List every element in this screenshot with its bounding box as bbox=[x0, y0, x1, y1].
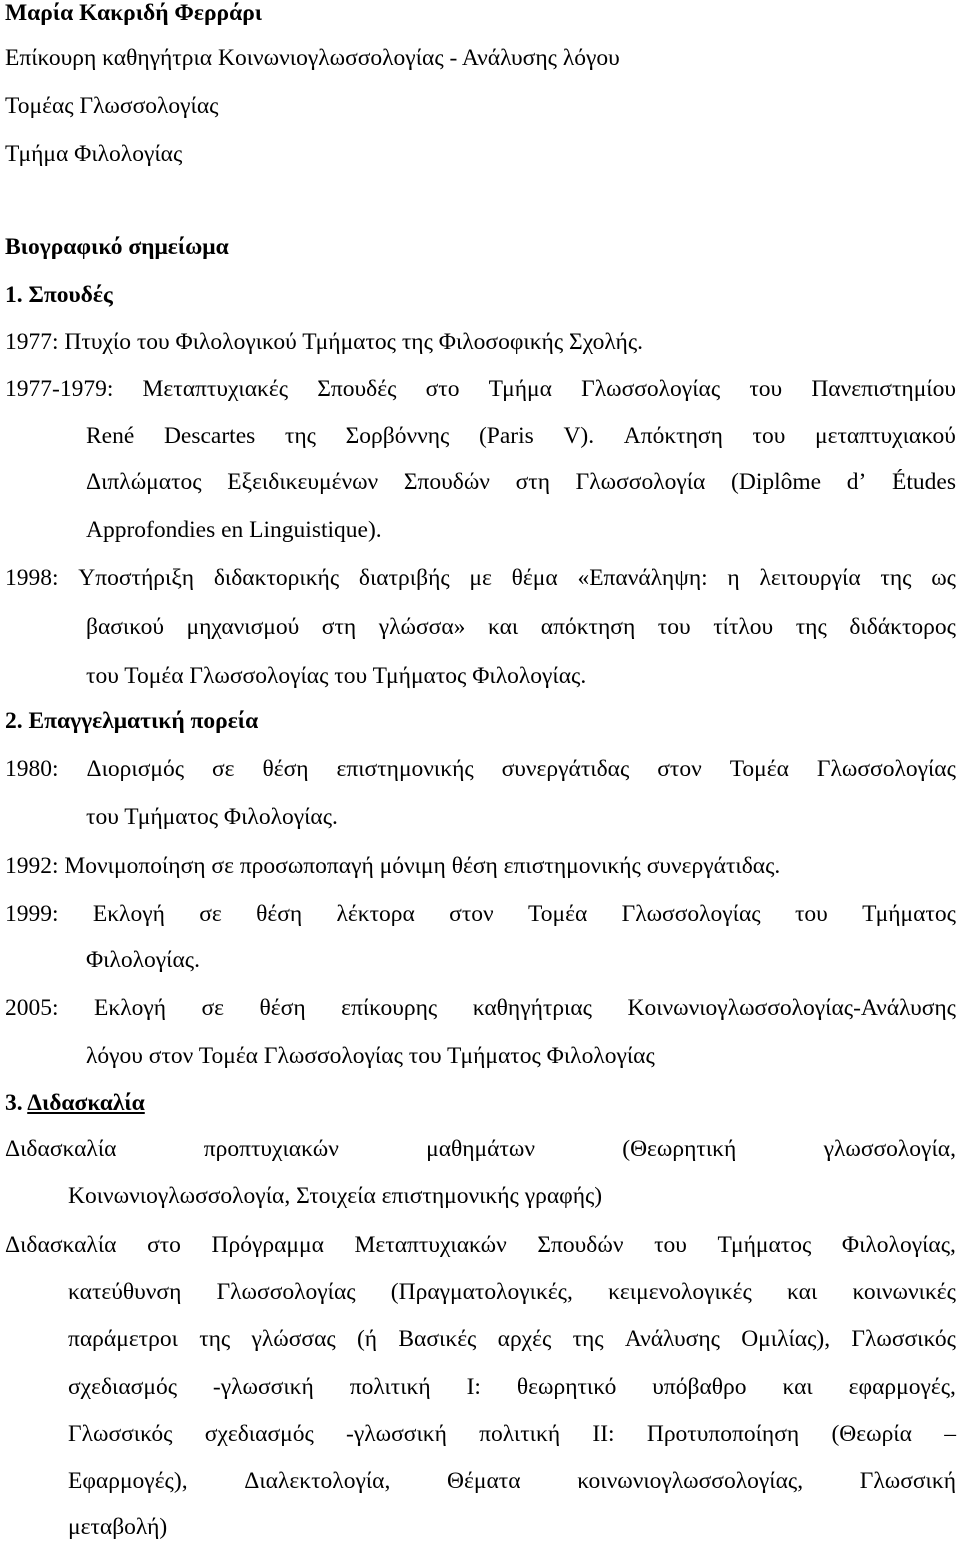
career-heading: 2. Επαγγελματική πορεία bbox=[5, 708, 259, 734]
word: παράμετροι bbox=[68, 1326, 178, 1352]
teaching-postgrad-line5 bbox=[68, 1418, 956, 1450]
word: στον bbox=[449, 901, 494, 927]
word: μηχανισμού bbox=[186, 614, 300, 640]
studies-entry-1977-1979-line3 bbox=[86, 466, 956, 498]
word: Θέματα bbox=[447, 1468, 521, 1494]
word: Προτυποποίηση bbox=[646, 1421, 800, 1447]
studies-entry-1977-1979-line2 bbox=[86, 420, 956, 452]
career-entry-1992: 1992: Μονιμοποίηση σε προσωποπαγή μόνιμη θέση επιστημονικής συνεργάτιδας. bbox=[5, 853, 781, 879]
word: και bbox=[487, 614, 519, 640]
word: της bbox=[880, 565, 912, 591]
word: στον bbox=[657, 756, 702, 782]
word: στη bbox=[515, 469, 551, 495]
word: του bbox=[752, 423, 786, 449]
word: Τομέα bbox=[528, 901, 588, 927]
teaching-undergrad-line2: Κοινωνιογλωσσολογία, Στοιχεία επιστημονικής γραφής) bbox=[68, 1183, 603, 1209]
word: σε bbox=[199, 901, 222, 927]
career-entry-2005-line1 bbox=[5, 992, 956, 1024]
word: λειτουργία bbox=[759, 565, 861, 591]
word: μεταπτυχιακού bbox=[815, 423, 956, 449]
teaching-heading-number: 3. bbox=[5, 1090, 28, 1116]
word: Ανάλυσης bbox=[624, 1326, 720, 1352]
word: γλώσσας bbox=[251, 1326, 336, 1352]
word: βασικού bbox=[86, 614, 164, 640]
word: του bbox=[654, 1232, 687, 1258]
word: διδάκτορος bbox=[849, 614, 956, 640]
word: και bbox=[782, 1374, 813, 1400]
word: στο bbox=[425, 376, 460, 402]
word: σε bbox=[211, 756, 235, 782]
teaching-postgrad-line1 bbox=[5, 1229, 956, 1261]
word: Γλωσσολογίας bbox=[216, 1279, 356, 1305]
word: Τομέα bbox=[729, 756, 789, 782]
word: Διδασκαλία bbox=[5, 1136, 117, 1162]
word: Γλωσσική bbox=[859, 1468, 956, 1494]
teaching-postgrad-line4 bbox=[68, 1371, 956, 1403]
word: (Diplôme bbox=[731, 469, 822, 495]
word: 1998: bbox=[5, 565, 59, 591]
word: «Επανάληψη: bbox=[577, 565, 708, 591]
word: θέση bbox=[256, 901, 303, 927]
teaching-heading bbox=[5, 1087, 145, 1119]
word: κατεύθυνση bbox=[68, 1279, 182, 1305]
word: Εξειδικευμένων bbox=[227, 469, 379, 495]
word: Γλωσσικός bbox=[68, 1421, 173, 1447]
word: Πανεπιστημίου bbox=[811, 376, 956, 402]
word: -γλωσσική bbox=[212, 1374, 314, 1400]
word: σε bbox=[201, 995, 225, 1021]
word: V). bbox=[563, 423, 595, 449]
word: θεωρητικό bbox=[516, 1374, 617, 1400]
word: ως bbox=[931, 565, 956, 591]
word: προπτυχιακών bbox=[203, 1136, 339, 1162]
word: Γλωσσολογίας bbox=[816, 756, 956, 782]
word: 1977-1979: bbox=[5, 376, 114, 402]
word: Εφαρμογές), bbox=[68, 1468, 188, 1494]
word: Διδασκαλία bbox=[5, 1232, 117, 1258]
word: Σπουδών bbox=[403, 469, 490, 495]
word: Μεταπτυχιακές bbox=[142, 376, 289, 402]
word: Σπουδές bbox=[317, 376, 397, 402]
word: της bbox=[795, 614, 827, 640]
teaching-heading-text: Διδασκαλία bbox=[27, 1090, 145, 1116]
word: η bbox=[727, 565, 740, 591]
word: πολιτική bbox=[479, 1421, 561, 1447]
word: Γλωσσικός bbox=[851, 1326, 956, 1352]
author-name: Μαρία Κακριδή Φερράρι bbox=[5, 0, 263, 26]
word: Βασικές bbox=[398, 1326, 477, 1352]
studies-heading: 1. Σπουδές bbox=[5, 282, 113, 308]
word: και bbox=[787, 1279, 818, 1305]
word: επίκουρης bbox=[341, 995, 438, 1021]
word: (Paris bbox=[478, 423, 534, 449]
teaching-postgrad-line2 bbox=[68, 1276, 956, 1308]
author-sector: Τομέας Γλωσσολογίας bbox=[5, 93, 219, 119]
word: Διορισμός bbox=[86, 756, 185, 782]
word: του bbox=[794, 901, 828, 927]
word: με bbox=[469, 565, 492, 591]
teaching-undergrad-line1 bbox=[5, 1133, 956, 1165]
career-entry-2005-line2: λόγου στον Τομέα Γλωσσολογίας του Τμήματος Φιλολογίας bbox=[86, 1043, 655, 1069]
word: κοινωνιογλωσσολογίας, bbox=[577, 1468, 804, 1494]
studies-entry-1977-1979-line4: Approfondies en Linguistique). bbox=[86, 517, 382, 543]
word: κειμενολογικές bbox=[608, 1279, 752, 1305]
career-entry-1999-line2: Φιλολογίας. bbox=[86, 947, 200, 973]
word: επιστημονικής bbox=[336, 756, 474, 782]
word: (Πραγματολογικές, bbox=[390, 1279, 573, 1305]
word: θέση bbox=[259, 995, 306, 1021]
word: σχεδιασμός bbox=[68, 1374, 177, 1400]
word: (Θεωρία bbox=[831, 1421, 912, 1447]
word: κοινωνικές bbox=[852, 1279, 956, 1305]
word: 1999: bbox=[5, 901, 59, 927]
career-entry-1980-line1 bbox=[5, 753, 956, 785]
word: Μεταπτυχιακών bbox=[354, 1232, 507, 1258]
word: γλώσσα» bbox=[378, 614, 466, 640]
word: λέκτορα bbox=[336, 901, 415, 927]
word: Descartes bbox=[163, 423, 256, 449]
word: γλωσσολογία, bbox=[823, 1136, 956, 1162]
studies-entry-1998-line2 bbox=[86, 611, 956, 643]
word: Γλωσσολογίας bbox=[621, 901, 761, 927]
word: Κοινωνιογλωσσολογίας-Ανάλυσης bbox=[627, 995, 956, 1021]
word: σχεδιασμός bbox=[204, 1421, 314, 1447]
teaching-postgrad-line3 bbox=[68, 1323, 956, 1355]
author-position: Επίκουρη καθηγήτρια Κοινωνιογλωσσολογίας - Ανάλυσης λόγου bbox=[5, 45, 620, 71]
word: Υποστήριξη bbox=[78, 565, 195, 591]
word: θέση bbox=[262, 756, 309, 782]
studies-entry-1998-line3: του Τομέα Γλωσσολογίας του Τμήματος Φιλολογίας. bbox=[86, 663, 587, 689]
word: Διπλώματος bbox=[86, 469, 202, 495]
word: (ή bbox=[356, 1326, 378, 1352]
word: απόκτηση bbox=[540, 614, 636, 640]
word: της bbox=[284, 423, 316, 449]
word: Σπουδών bbox=[537, 1232, 624, 1258]
word: θέμα bbox=[511, 565, 558, 591]
word: τίτλου bbox=[713, 614, 774, 640]
word: συνεργάτιδας bbox=[501, 756, 630, 782]
word: Διαλεκτολογία, bbox=[244, 1468, 391, 1494]
word: υπόβαθρο bbox=[652, 1374, 747, 1400]
word: – bbox=[944, 1421, 956, 1447]
word: διδακτορικής bbox=[213, 565, 340, 591]
word: Ι: bbox=[466, 1374, 481, 1400]
word: Τμήματος bbox=[862, 901, 956, 927]
word: d’ bbox=[846, 469, 867, 495]
word: 1980: bbox=[5, 756, 59, 782]
word: Γλωσσολογία bbox=[575, 469, 706, 495]
word: ΙΙ: bbox=[592, 1421, 615, 1447]
word: στη bbox=[321, 614, 357, 640]
teaching-postgrad-line7: μεταβολή) bbox=[68, 1514, 168, 1540]
word: πολιτική bbox=[349, 1374, 431, 1400]
word: 2005: bbox=[5, 995, 59, 1021]
career-entry-1980-line2: του Τμήματος Φιλολογίας. bbox=[86, 804, 338, 830]
word: René bbox=[86, 423, 135, 449]
career-entry-1999-line1 bbox=[5, 898, 956, 930]
word: καθηγήτριας bbox=[472, 995, 592, 1021]
word: Εκλογή bbox=[94, 995, 167, 1021]
word: Φιλολογίας, bbox=[841, 1232, 956, 1258]
word: Απόκτηση bbox=[623, 423, 723, 449]
cv-title: Βιογραφικό σημείωμα bbox=[5, 234, 229, 260]
word: Πρόγραμμα bbox=[211, 1232, 324, 1258]
teaching-postgrad-line6 bbox=[68, 1465, 956, 1497]
word: της bbox=[199, 1326, 231, 1352]
studies-entry-1977-1979-line1 bbox=[5, 373, 956, 405]
word: εφαρμογές, bbox=[848, 1374, 956, 1400]
word: Εκλογή bbox=[92, 901, 165, 927]
author-department: Τμήμα Φιλολογίας bbox=[5, 141, 183, 167]
word: Études bbox=[892, 469, 956, 495]
word: διατριβής bbox=[358, 565, 450, 591]
word: Τμήματος bbox=[717, 1232, 812, 1258]
word: μαθημάτων bbox=[426, 1136, 535, 1162]
studies-entry-1977: 1977: Πτυχίο του Φιλολογικού Τμήματος της Φιλοσοφικής Σχολής. bbox=[5, 329, 644, 355]
word: αρχές bbox=[497, 1326, 552, 1352]
word: Τμήμα bbox=[488, 376, 552, 402]
word: Σορβόννης bbox=[345, 423, 450, 449]
word: Γλωσσολογίας bbox=[581, 376, 721, 402]
word: (Θεωρητική bbox=[622, 1136, 737, 1162]
word: του bbox=[657, 614, 691, 640]
studies-entry-1998-line1 bbox=[5, 562, 956, 594]
word: -γλωσσική bbox=[346, 1421, 447, 1447]
word: της bbox=[572, 1326, 604, 1352]
word: Ομιλίας), bbox=[741, 1326, 831, 1352]
word: στο bbox=[147, 1232, 181, 1258]
word: του bbox=[749, 376, 783, 402]
